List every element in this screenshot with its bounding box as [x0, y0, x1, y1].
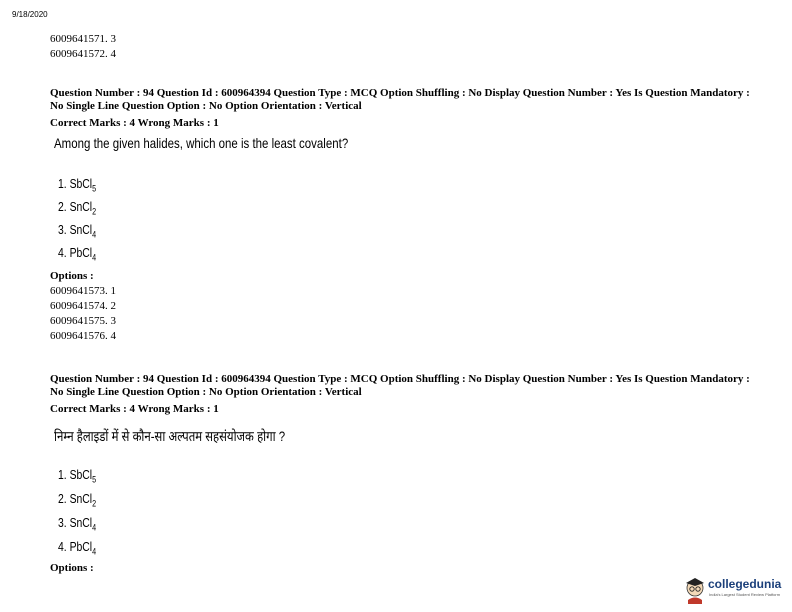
option-id: 6009641572. 4	[50, 48, 116, 60]
options-label: Options :	[50, 270, 94, 282]
choice-number: 4.	[58, 539, 67, 554]
choice-item	[58, 515, 96, 536]
choice-formula: PbCl$_4$	[69, 245, 97, 263]
choice-item	[58, 199, 96, 220]
option-id: 6009641575. 3	[50, 315, 116, 327]
option-id: 6009641574. 2	[50, 300, 116, 312]
option-id: 6009641576. 4	[50, 330, 116, 342]
choice-formula: SbCl$_5$	[69, 467, 97, 485]
question-meta: Question Number : 94 Question Id : 600964394 Question Type : MCQ Option Shuffling : No Display Question Number : Yes Is Question Mandatory : No Single Line Question Option : No Option Orientation : Vertical	[50, 87, 750, 112]
choice-formula: SnCl$_4$	[69, 515, 97, 533]
choice-number: 2.	[58, 491, 67, 506]
question-marks: Correct Marks : 4 Wrong Marks : 1	[50, 117, 219, 129]
choice-item	[58, 245, 96, 266]
choice-formula: PbCl$_4$	[69, 539, 97, 557]
choice-item	[58, 176, 96, 197]
option-id-list	[50, 284, 116, 344]
logo-name: collegedunia	[708, 577, 782, 591]
choice-number: 4.	[58, 245, 67, 260]
question-meta: Question Number : 94 Question Id : 600964394 Question Type : MCQ Option Shuffling : No Display Question Number : Yes Is Question Mandatory : No Single Line Question Option : No Option Orientation : Vertical	[50, 373, 750, 398]
choice-item	[58, 467, 96, 488]
student-mascot-icon	[682, 574, 708, 604]
option-id: 6009641571. 3	[50, 33, 116, 45]
choice-formula: SnCl$_2$	[69, 491, 97, 509]
option-id: 6009641573. 1	[50, 285, 116, 297]
choice-item	[58, 491, 96, 512]
choice-formula: SbCl$_5$	[69, 176, 97, 194]
collegedunia-logo	[682, 572, 792, 606]
logo-tagline: India's Largest Student Review Platform	[709, 592, 781, 597]
choice-number: 3.	[58, 515, 67, 530]
choice-number: 1.	[58, 467, 67, 482]
choice-item	[58, 539, 96, 560]
choice-number: 2.	[58, 199, 67, 214]
choice-formula: SnCl$_2$	[69, 199, 97, 217]
choice-number: 3.	[58, 222, 67, 237]
question-text: Among the given halides, which one is the least covalent?	[54, 135, 349, 151]
question-marks: Correct Marks : 4 Wrong Marks : 1	[50, 403, 219, 415]
choice-number: 1.	[58, 176, 67, 191]
choice-formula: SnCl$_4$	[69, 222, 97, 240]
prev-option-list	[50, 32, 116, 62]
question-text: निम्न हैलाइडों में से कौन-सा अल्पतम सहसंयोजक होगा ?	[54, 428, 286, 444]
options-label: Options :	[50, 562, 94, 574]
print-date: 9/18/2020	[12, 10, 48, 19]
choice-item	[58, 222, 96, 243]
